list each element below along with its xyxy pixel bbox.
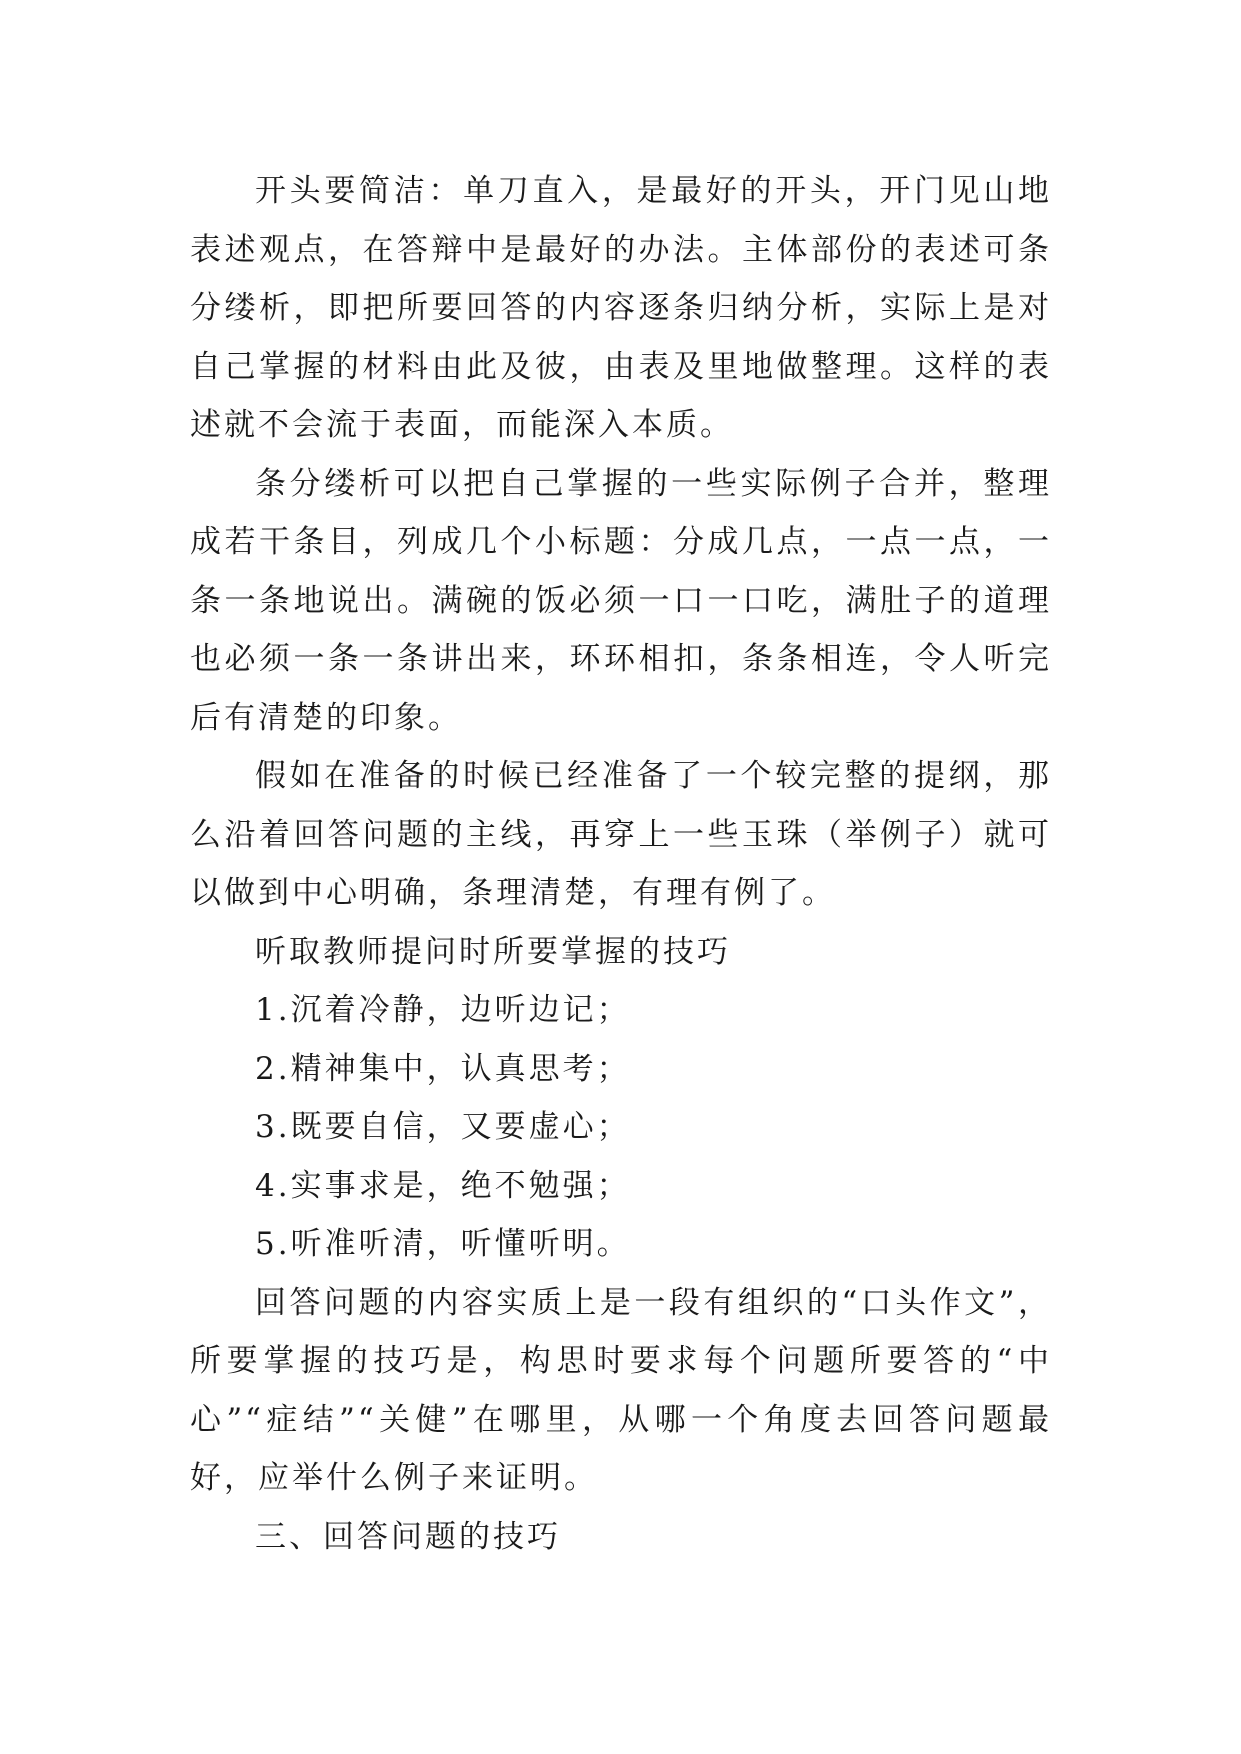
document-body [190,162,1052,1566]
paragraph-analysis: 条分缕析可以把自己掌握的一些实际例子合并，整理成若干条目，列成几个小标题：分成几点，一点一点，一条一条地说出。满碗的饭必须一口一口吃，满肚子的道理也必须一条一条讲出来，环环相扣，条条相连，令人听完后有清楚的印象。 [190,465,1052,736]
list-item-5: 5.听准听清，听懂听明。 [255,1226,631,1262]
paragraph-outline: 假如在准备的时候已经准备了一个较完整的提纲，那么沿着回答问题的主线，再穿上一些玉珠（举例子）就可以做到中心明确，条理清楚，有理有例了。 [190,758,1052,911]
paragraph-answer-content: 回答问题的内容实质上是一段有组织的“口头作文”，所要掌握的技巧是，构思时要求每个问题所要答的“中心”“症结”“关健”在哪里，从哪一个角度去回答问题最好，应举什么例子来证明。 [190,1284,1052,1496]
section-heading-listening-skills: 听取教师提问时所要掌握的技巧 [255,933,731,970]
list-item-1: 1.沉着冷静，边听边记； [255,992,631,1028]
list-item-2: 2.精神集中，认真思考； [255,1050,631,1087]
section-heading-answer-skills: 三、回答问题的技巧 [255,1518,561,1555]
paragraph-opening: 开头要简洁：单刀直入，是最好的开头，开门见山地表述观点，在答辩中是最好的办法。主体部份的表述可条分缕析，即把所要回答的内容逐条归纳分析，实际上是对自己掌握的材料由此及彼，由表及里地做整理。这样的表述就不会流于表面，而能深入本质。 [190,173,1052,443]
list-item-4: 4.实事求是，绝不勉强； [255,1167,631,1204]
list-item-3: 3.既要自信，又要虚心； [255,1109,631,1145]
